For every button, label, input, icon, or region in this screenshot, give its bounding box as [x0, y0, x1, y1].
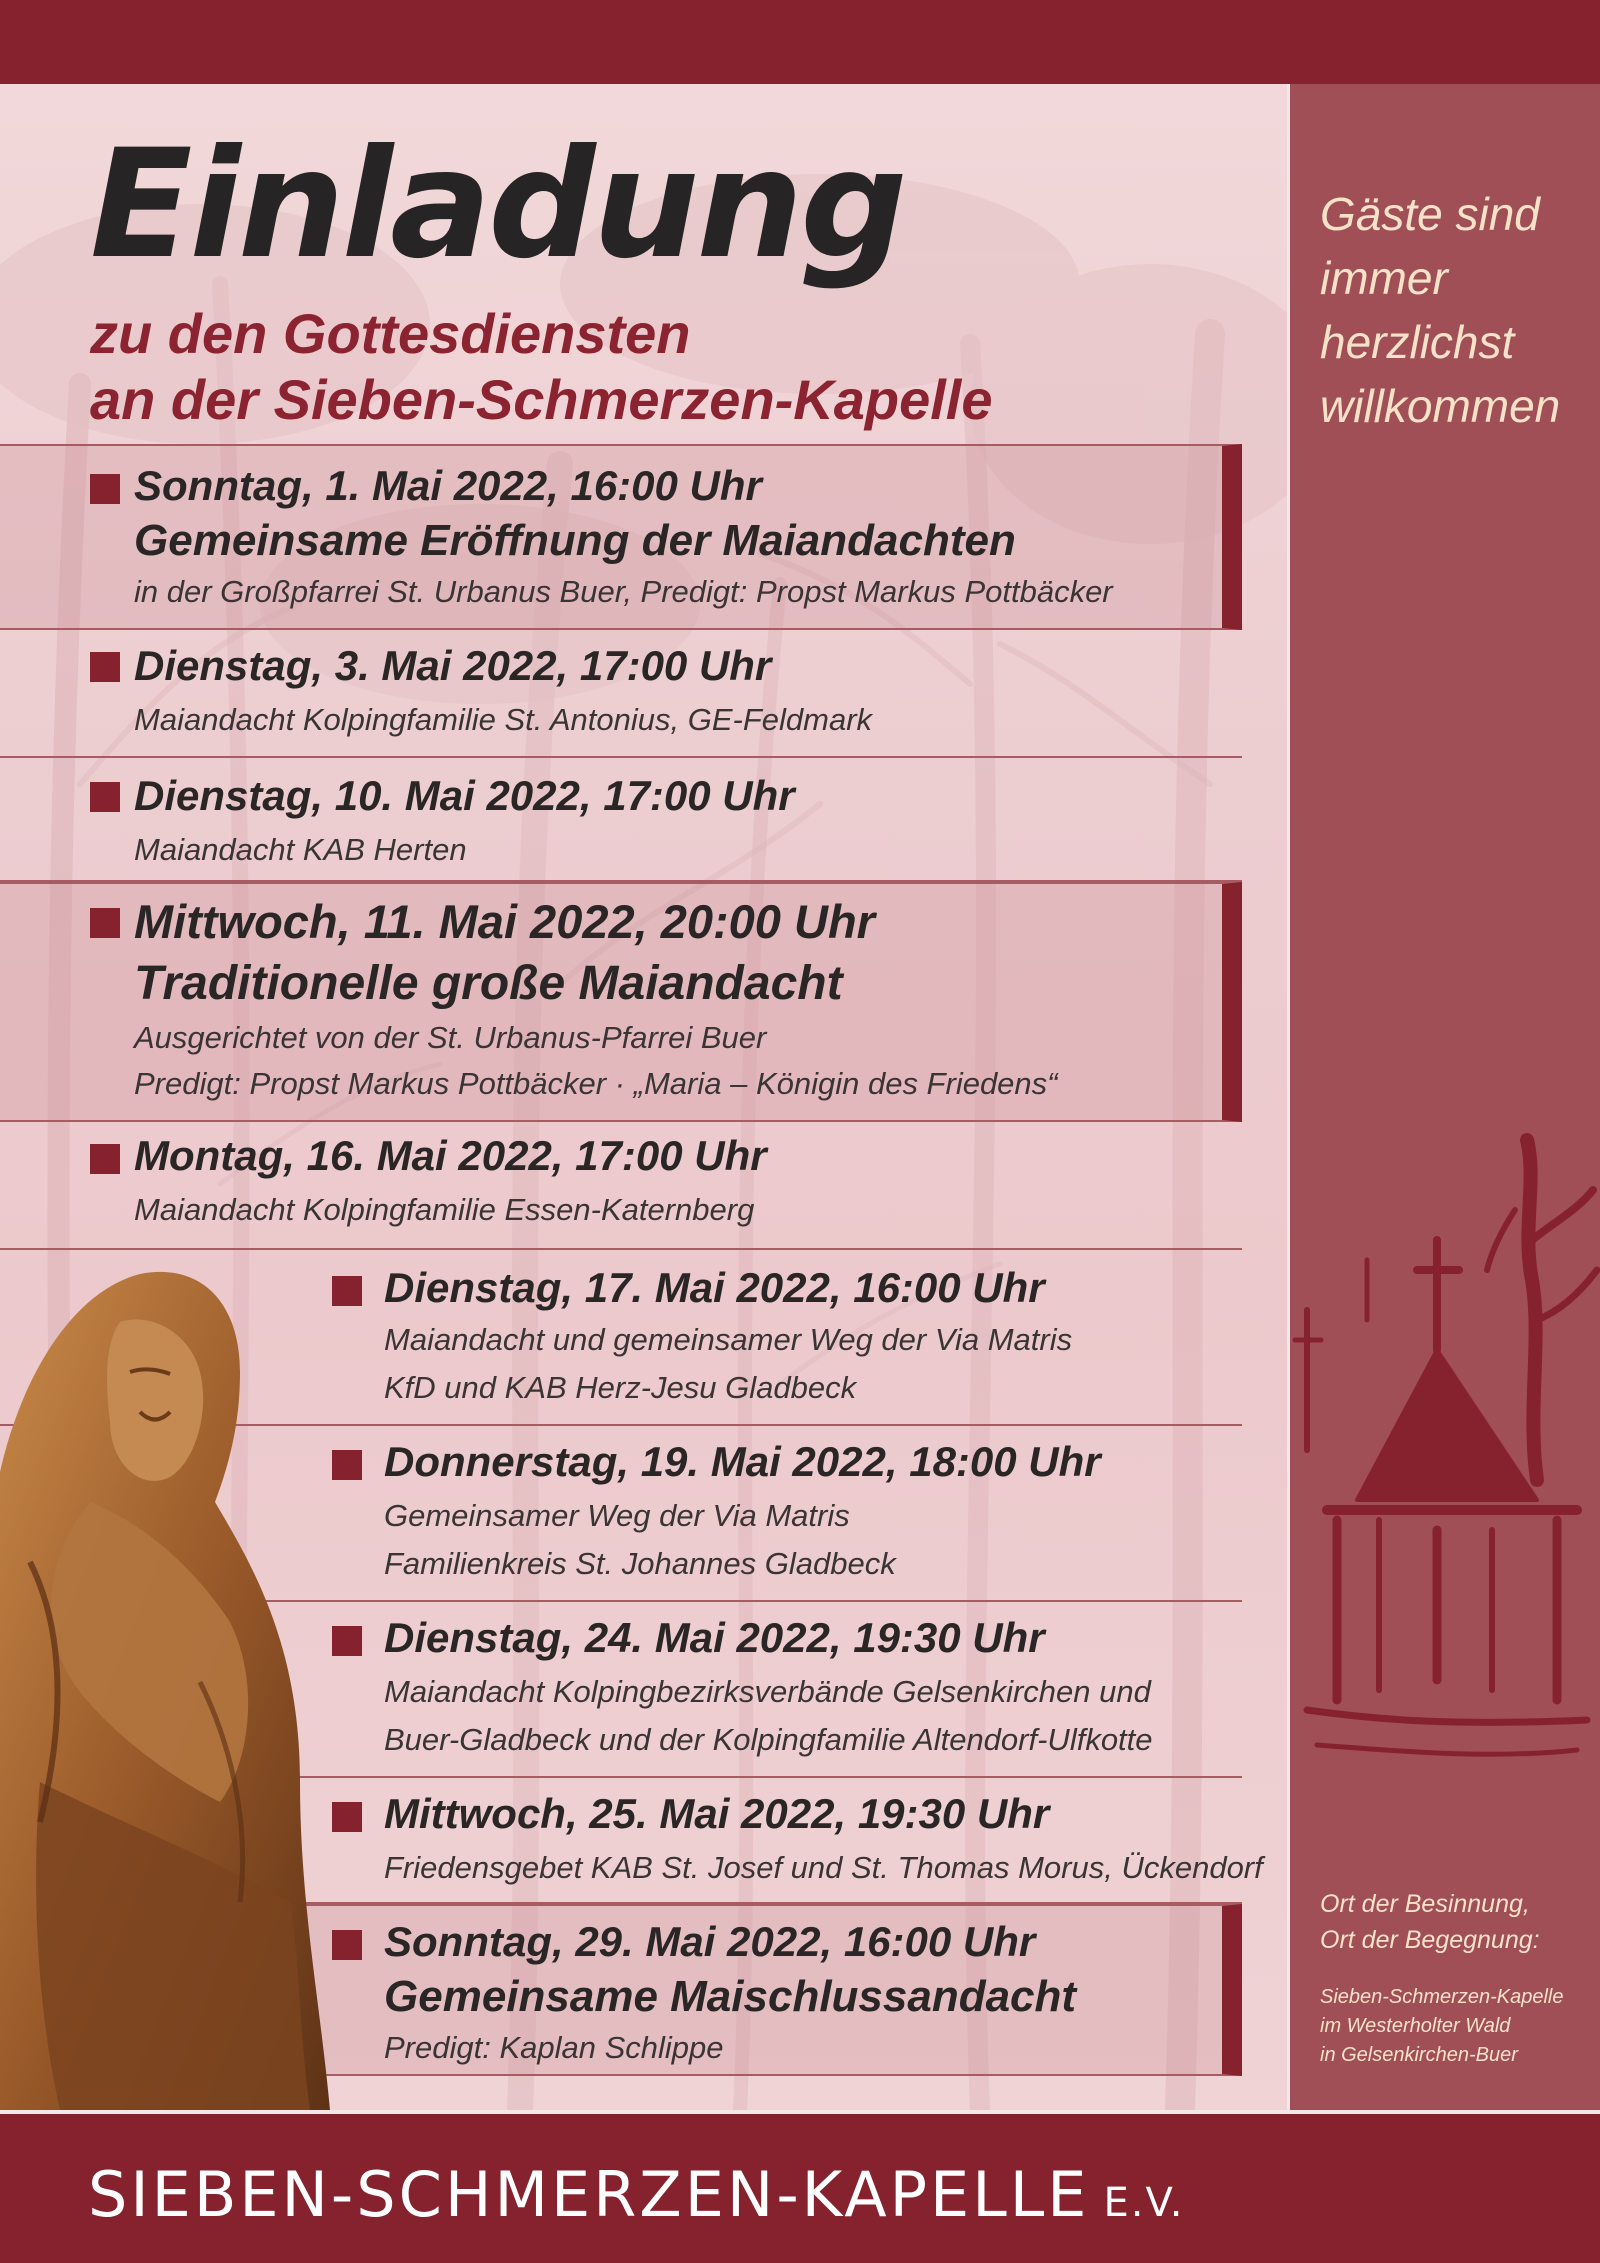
event-detail: Maiandacht und gemeinsamer Weg der Via Matris — [384, 1322, 1073, 1357]
event-3 — [0, 758, 1242, 882]
event-title: Gemeinsame Maischlussandacht — [384, 1972, 1077, 2021]
event-title: Traditionelle große Maiandacht — [134, 957, 843, 1010]
bullet-icon — [90, 1144, 120, 1174]
event-5 — [0, 1122, 1242, 1250]
event-detail: Ausgerichtet von der St. Urbanus-Pfarrei Buer — [134, 1020, 767, 1055]
event-date: Dienstag, 10. Mai 2022, 17:00 Uhr — [134, 772, 795, 819]
subtitle-line-2: an der Sieben-Schmerzen-Kapelle — [90, 368, 993, 431]
event-1 — [0, 444, 1242, 630]
welcome-line: Gäste sind — [1320, 188, 1540, 240]
event-detail: Predigt: Kaplan Schlippe — [384, 2030, 724, 2065]
subtitle-line-1: zu den Gottesdiensten — [90, 302, 691, 365]
pieta-statue-image — [0, 1262, 330, 2110]
event-title: Gemeinsame Eröffnung der Maiandachten — [134, 516, 1016, 565]
event-detail: Buer-Gladbeck und der Kolpingfamilie Altendorf-Ulfkotte — [384, 1722, 1153, 1757]
place-line: Ort der Besinnung, — [1320, 1890, 1530, 1918]
bullet-icon — [90, 474, 120, 504]
bullet-icon — [332, 1626, 362, 1656]
event-date: Sonntag, 1. Mai 2022, 16:00 Uhr — [134, 462, 762, 509]
event-detail: Maiandacht KAB Herten — [134, 832, 467, 867]
bullet-icon — [332, 1276, 362, 1306]
organization-name-text: SIEBEN-SCHMERZEN-KAPELLE — [88, 2158, 1090, 2231]
event-2 — [0, 630, 1242, 758]
event-detail: in der Großpfarrei St. Urbanus Buer, Predigt: Propst Markus Pottbäcker — [134, 574, 1113, 609]
place-description — [1320, 1886, 1540, 1958]
event-4 — [0, 882, 1242, 1122]
event-date: Dienstag, 17. Mai 2022, 16:00 Uhr — [384, 1264, 1045, 1311]
place-line: Ort der Begegnung: — [1320, 1926, 1540, 1954]
event-date: Dienstag, 24. Mai 2022, 19:30 Uhr — [384, 1614, 1045, 1661]
bullet-icon — [332, 1802, 362, 1832]
bullet-icon — [90, 782, 120, 812]
event-detail: Maiandacht Kolpingbezirksverbände Gelsenkirchen und — [384, 1674, 1151, 1709]
event-detail: Predigt: Propst Markus Pottbäcker · „Maria – Königin des Friedens“ — [134, 1066, 1058, 1101]
organization-name — [88, 2158, 1184, 2231]
address-line: Sieben-Schmerzen-Kapelle — [1320, 1986, 1564, 2008]
location-address — [1320, 1983, 1563, 2070]
event-date: Dienstag, 3. Mai 2022, 17:00 Uhr — [134, 642, 772, 689]
event-detail: Friedensgebet KAB St. Josef und St. Thomas Morus, Ückendorf — [384, 1850, 1263, 1885]
address-line: in Gelsenkirchen-Buer — [1320, 2044, 1518, 2066]
organization-suffix: E.V. — [1103, 2180, 1185, 2226]
welcome-line: willkommen — [1320, 380, 1561, 432]
event-detail: Gemeinsamer Weg der Via Matris — [384, 1498, 850, 1533]
page-title: Einladung — [90, 118, 905, 292]
footer-bar — [0, 2110, 1600, 2263]
event-detail: KfD und KAB Herz-Jesu Gladbeck — [384, 1370, 857, 1405]
event-date: Mittwoch, 11. Mai 2022, 20:00 Uhr — [134, 895, 875, 948]
welcome-line: immer — [1320, 252, 1448, 304]
chapel-sketch-icon — [1287, 1120, 1600, 1780]
welcome-line: herzlichst — [1320, 316, 1515, 368]
event-date: Mittwoch, 25. Mai 2022, 19:30 Uhr — [384, 1790, 1050, 1837]
event-date: Montag, 16. Mai 2022, 17:00 Uhr — [134, 1132, 767, 1179]
bullet-icon — [332, 1930, 362, 1960]
top-bar — [0, 0, 1600, 84]
event-date: Sonntag, 29. Mai 2022, 16:00 Uhr — [384, 1918, 1036, 1965]
event-detail: Familienkreis St. Johannes Gladbeck — [384, 1546, 896, 1581]
address-line: im Westerholter Wald — [1320, 2015, 1511, 2037]
event-detail: Maiandacht Kolpingfamilie St. Antonius, GE-Feldmark — [134, 702, 873, 737]
welcome-message — [1320, 182, 1560, 438]
event-date: Donnerstag, 19. Mai 2022, 18:00 Uhr — [384, 1438, 1101, 1485]
bullet-icon — [332, 1450, 362, 1480]
bullet-icon — [90, 908, 120, 938]
event-detail: Maiandacht Kolpingfamilie Essen-Katernberg — [134, 1192, 755, 1227]
bullet-icon — [90, 652, 120, 682]
